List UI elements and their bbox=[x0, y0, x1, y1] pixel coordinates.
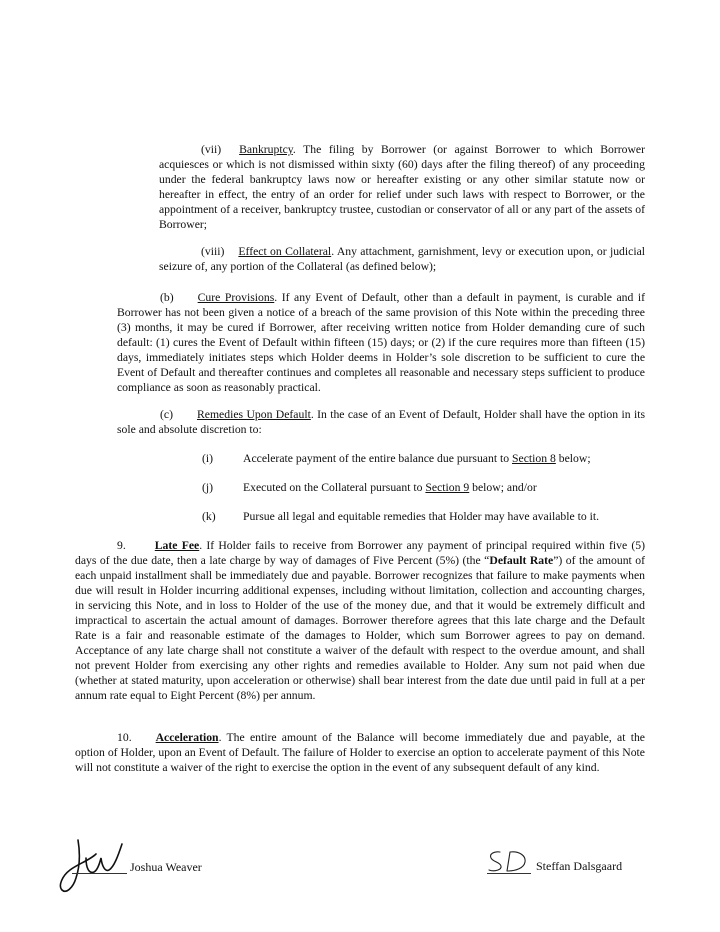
section-reference: Section 9 bbox=[425, 481, 470, 494]
default-rate-term: Default Rate bbox=[489, 554, 554, 567]
clause-c-number: (c) bbox=[160, 408, 173, 421]
clause-b-number: (b) bbox=[160, 291, 174, 304]
remedy-number: (i) bbox=[202, 452, 214, 465]
remedy-text: Executed on the Collateral pursuant to Section 9 below; and/or bbox=[243, 481, 537, 494]
section-9: 9. Late Fee. If Holder fails to receive from Borrower any payment of principal required within five (5) days of the due date, then a late charge by way of damages of Five Percent (5%) (the “Default Rate”) of the amount of each unpaid installment shall be immediately due and payable. Borrower recognizes that failure to make payments when due will result in Holder incurring additional expenses, including without limitation, collection and accounting charges, in servicing this Note, and in loss to Holder of the use of the money due, and that it would be extremely difficult and impractical to ascertain the actual amount of damages. Borrower therefore agrees that this late charge and the Default Rate is a fair and reasonable estimate of the damages to Holder, which sum Borrower agrees to pay on demand. Acceptance of any late charge shall not constitute a waiver of the default with respect to the overdue amount, and shall not prevent Holder from exercising any other rights and remedies available to Holder. Any sum not paid when due (whether at stated maturity, upon acceleration or otherwise) shall bear interest from the date due until paid in full at a per annum rate equal to Eight Percent (8%) per annum. bbox=[75, 539, 645, 702]
clause-viii-heading: Effect on Collateral bbox=[238, 245, 332, 258]
clause-viii-text: . Any attachment, garnishment, levy or execution upon, or judicial seizure of, any portion of the Collateral (as defined below); bbox=[159, 245, 645, 273]
signer-name: Steffan Dalsgaard bbox=[536, 859, 623, 873]
section-10-heading: Acceleration bbox=[155, 731, 219, 744]
remedy-item bbox=[202, 509, 645, 524]
section-10-number: 10. bbox=[117, 731, 132, 744]
signature-left bbox=[56, 830, 236, 900]
signature-line bbox=[72, 873, 127, 874]
section-10-text: . The entire amount of the Balance will become immediately due and payable, at the option of Holder, upon an Event of Default. The failure of Holder to exercise an option to accelerate payment of this Note will not constitute a waiver of the right to exercise the option in the event of any subsequent default of any kind. bbox=[75, 731, 645, 774]
clause-vii-number: (vii) bbox=[201, 143, 222, 156]
signer-name: Joshua Weaver bbox=[130, 860, 202, 874]
remedy-text: Accelerate payment of the entire balance due pursuant to Section 8 below; bbox=[243, 452, 591, 465]
clause-c-heading: Remedies Upon Default bbox=[196, 408, 311, 421]
signature-line bbox=[487, 873, 531, 874]
handwritten-signature-jw bbox=[56, 830, 136, 898]
clause-c bbox=[117, 407, 645, 437]
section-reference: Section 8 bbox=[512, 452, 556, 465]
clause-b bbox=[117, 290, 645, 395]
remedy-item bbox=[202, 451, 645, 466]
clause-vii-text: . The filing by Borrower (or against Borrower to which Borrower acquiesces or which is not dismissed within sixty (60) days after the filing thereof) of any proceeding under the federal bankruptcy laws now or hereafter existing or any other similar statute now or hereafter in effect, the entry of an order for relief under such laws with respect to Borrower, or the appointment of a receiver, bankruptcy trustee, custodian or conservator of all or any part of the assets of Borrower; bbox=[159, 143, 646, 231]
section-9-text: . If Holder fails to receive from Borrower any payment of principal required within five (5) days of the due date, then a late charge by way of damages of Five Percent (5%) (the “ bbox=[75, 539, 645, 567]
remedy-item bbox=[202, 480, 645, 495]
section-9-heading: Late Fee bbox=[154, 539, 200, 552]
clause-c-text: . In the case of an Event of Default, Holder shall have the option in its sole and absolute discretion to: bbox=[117, 408, 645, 436]
remedy-number: (k) bbox=[202, 510, 216, 523]
section-9-number: 9. bbox=[117, 539, 126, 552]
remedy-text: Pursue all legal and equitable remedies that Holder may have available to it. bbox=[243, 510, 600, 523]
clause-vii bbox=[159, 142, 645, 232]
clause-viii bbox=[159, 244, 645, 274]
clause-viii-number: (viii) bbox=[201, 245, 225, 258]
clause-b-heading: Cure Provisions bbox=[197, 291, 275, 304]
handwritten-initials-sd bbox=[486, 848, 534, 876]
remedy-number: (j) bbox=[202, 481, 214, 494]
clause-b-text: . If any Event of Default, other than a default in payment, is curable and if Borrower has not been given a notice of a breach of the same provision of this Note within the preceding three (3) months, it may be cured if Borrower, after receiving written notice from Holder demanding cure of such default: (1) cures the Event of Default within fifteen (15) days; or (2) if the cure requires more than fifteen (15) days, immediately initiates steps which Holder deems in Holder’s sole discretion to be sufficient to cure the Event of Default and thereafter continues and completes all reasonable and necessary steps sufficient to produce compliance as soon as reasonably practical. bbox=[117, 291, 645, 394]
clause-vii-heading: Bankruptcy bbox=[239, 143, 293, 156]
section-10 bbox=[75, 730, 645, 775]
signature-right bbox=[486, 848, 666, 888]
